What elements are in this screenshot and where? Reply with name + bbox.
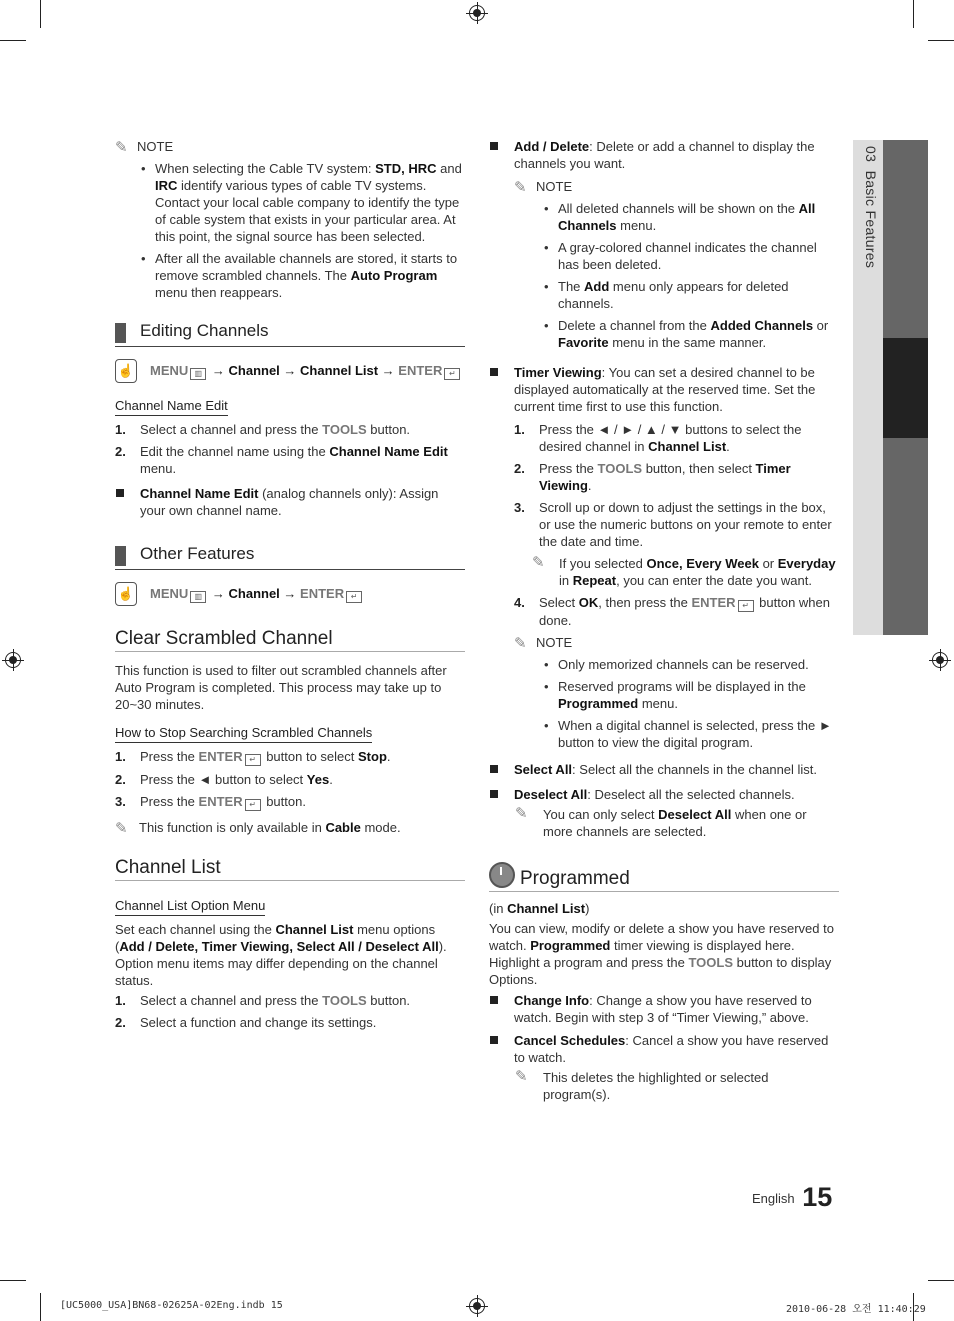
list-item: 2. Press the ◄ button to select Yes. [115, 772, 333, 787]
crop-mark [913, 0, 914, 28]
enter-key-icon: ↵ [245, 799, 261, 811]
note-heading: ✎ NOTE [514, 635, 573, 652]
list-item: Add / Delete: Delete or add a channel to display the channels you want. [489, 138, 839, 172]
list-item: 1. Select a channel and press the TOOLS button. [115, 422, 411, 437]
list-item: • The Add menu only appears for deleted channels. [541, 278, 839, 312]
section-other-features: Other Features [115, 543, 465, 570]
clock-icon [489, 862, 515, 888]
add-notes [489, 200, 839, 351]
list-item: Deselect All: Deselect all the selected channels. [489, 786, 839, 803]
list-item: • After all the available channels are stored, it starts to remove scrambled channels. The Auto Program menu then reappears. [138, 250, 465, 301]
stop-heading: How to Stop Searching Scrambled Channels [115, 724, 372, 743]
list-item: Select All: Select all the channels in the channel list. [489, 761, 839, 778]
list-item: Cancel Schedules: Cancel a show you have reserved to watch. [489, 1032, 839, 1066]
file-slug: [UC5000_USA]BN68-02625A-02Eng.indb 15 [60, 1300, 283, 1311]
pencil-icon: ✎ [532, 554, 545, 571]
list-item: 3. Scroll up or down to adjust the settings in the box, or use the numeric buttons on your remote to enter the date and time. [514, 500, 832, 549]
crop-mark [40, 1293, 41, 1321]
crop-mark [928, 40, 954, 41]
option-paragraph: Set each channel using the Channel List menu options (Add / Delete, Timer Viewing, Select All / Deselect All). Option menu items may differ depending on the channel status. [115, 922, 447, 988]
list-item: Change Info: Change a show you have reserved to watch. Begin with step 3 of “Timer Viewing,” above. [489, 992, 839, 1026]
side-tab-active-block [883, 338, 928, 438]
enter-key-icon: ↵ [346, 591, 362, 603]
cne-steps [115, 421, 465, 477]
side-tab-block [883, 438, 928, 635]
list-item: • When a digital channel is selected, press the ► button to view the digital program. [541, 717, 839, 751]
note-list [115, 160, 465, 301]
pencil-icon: ✎ [514, 635, 527, 652]
left-column [115, 138, 465, 1036]
option-menu-heading: Channel List Option Menu [115, 897, 265, 916]
list-item: 2. Press the TOOLS button, then select Timer Viewing. [514, 461, 791, 493]
pencil-icon: ✎ [115, 820, 128, 837]
side-tab-label: 03 Basic Features [863, 146, 879, 269]
date-slug: 2010-06-28 오전 11:40:29 [786, 1304, 926, 1315]
list-item: 4. Select OK, then press the ENTER ↵ button when done. [514, 595, 830, 628]
menu-key-icon: ▥ [190, 591, 206, 603]
language-label: English [752, 1191, 795, 1206]
list-item: 3. Press the ENTER ↵ button. [115, 794, 306, 809]
list-item: • Delete a channel from the Added Channels or Favorite menu in the same manner. [541, 317, 839, 351]
pencil-icon: ✎ [514, 179, 527, 196]
menu-path: ☝ MENU ▥ → Channel → ENTER ↵ [115, 582, 465, 610]
option-steps [115, 992, 465, 1031]
hand-icon: ☝ [115, 582, 137, 606]
page-number: 15 [802, 1182, 833, 1212]
menu-key-icon: ▥ [190, 368, 206, 380]
timer-step3-note: ✎ If you selected Once, Every Week or Everyday in Repeat, you can enter the date you want. [532, 554, 836, 588]
programmed-paragraph: You can view, modify or delete a show you have reserved to watch. Programmed timer viewing is displayed here. Highlight a program and press the TOOLS button to display Options. [489, 921, 834, 987]
list-item: Channel Name Edit (analog channels only): Assign your own channel name. [115, 485, 465, 519]
cable-note: ✎ This function is only available in Cable mode. [115, 820, 401, 837]
enter-key-icon: ↵ [738, 600, 754, 612]
list-item: Timer Viewing: You can set a desired channel to be displayed automatically at the reserved time. Set the current time first to use this function. [489, 364, 839, 415]
list-item: • Reserved programs will be displayed in the Programmed menu. [541, 678, 839, 712]
registration-mark-icon [469, 5, 485, 21]
programmed-title: Programmed [489, 862, 839, 892]
timer-notes [514, 656, 839, 751]
pencil-icon: ✎ [115, 139, 128, 156]
list-item: 1. Select a channel and press the TOOLS button. [115, 993, 411, 1008]
crop-mark [928, 1280, 954, 1281]
timer-steps [514, 421, 839, 550]
side-tab-block [883, 140, 928, 338]
crop-mark [0, 1280, 26, 1281]
list-item: • When selecting the Cable TV system: STD, HRC and IRC identify various types of cable TV systems. Contact your local cable company to identify the type of cable system that exists in your particular area. At this point, the signal source has been selected. [138, 160, 465, 245]
list-item: 2. Edit the channel name using the Channel Name Edit menu. [115, 444, 448, 476]
list-item: 1. Press the ◄ / ► / ▲ / ▼ buttons to select the desired channel in Channel List. [514, 422, 802, 454]
section-editing-channels: Editing Channels [115, 320, 465, 347]
registration-mark-icon [5, 652, 21, 668]
enter-key-icon: ↵ [444, 368, 460, 380]
menu-path: ☝ MENU ▥ → Channel → Channel List → ENTER ↵ [115, 359, 465, 387]
list-item: • All deleted channels will be shown on the All Channels menu. [541, 200, 839, 234]
list-item: • A gray-colored channel indicates the channel has been deleted. [541, 239, 839, 273]
channel-name-edit-heading: Channel Name Edit [115, 397, 228, 416]
pencil-icon: ✎ [515, 805, 528, 822]
clear-scrambled-title: Clear Scrambled Channel [115, 630, 465, 652]
registration-mark-icon [932, 652, 948, 668]
list-item: 2. Select a function and change its settings. [115, 1015, 377, 1030]
clear-scrambled-paragraph: This function is used to filter out scrambled channels after Auto Program is completed. This process may take up to 20~30 minutes. [115, 663, 447, 712]
note-heading: ✎ NOTE [115, 139, 174, 156]
cancel-note: ✎ This deletes the highlighted or selected program(s). [515, 1068, 769, 1102]
pencil-icon: ✎ [515, 1068, 528, 1085]
deselect-note: ✎ You can only select Deselect All when one or more channels are selected. [515, 805, 807, 839]
crop-mark [0, 40, 26, 41]
right-column [489, 138, 839, 1103]
registration-mark-icon [469, 1298, 485, 1314]
note-heading: ✎ NOTE [514, 179, 573, 196]
list-item: 1. Press the ENTER ↵ button to select Stop. [115, 749, 391, 764]
channel-list-title: Channel List [115, 859, 465, 881]
page-footer [752, 1182, 832, 1213]
programmed-subtitle: (in Channel List) [489, 901, 590, 916]
stop-steps [115, 748, 465, 811]
enter-key-icon: ↵ [245, 754, 261, 766]
hand-icon: ☝ [115, 359, 137, 383]
list-item: • Only memorized channels can be reserved. [541, 656, 839, 673]
crop-mark [40, 0, 41, 28]
